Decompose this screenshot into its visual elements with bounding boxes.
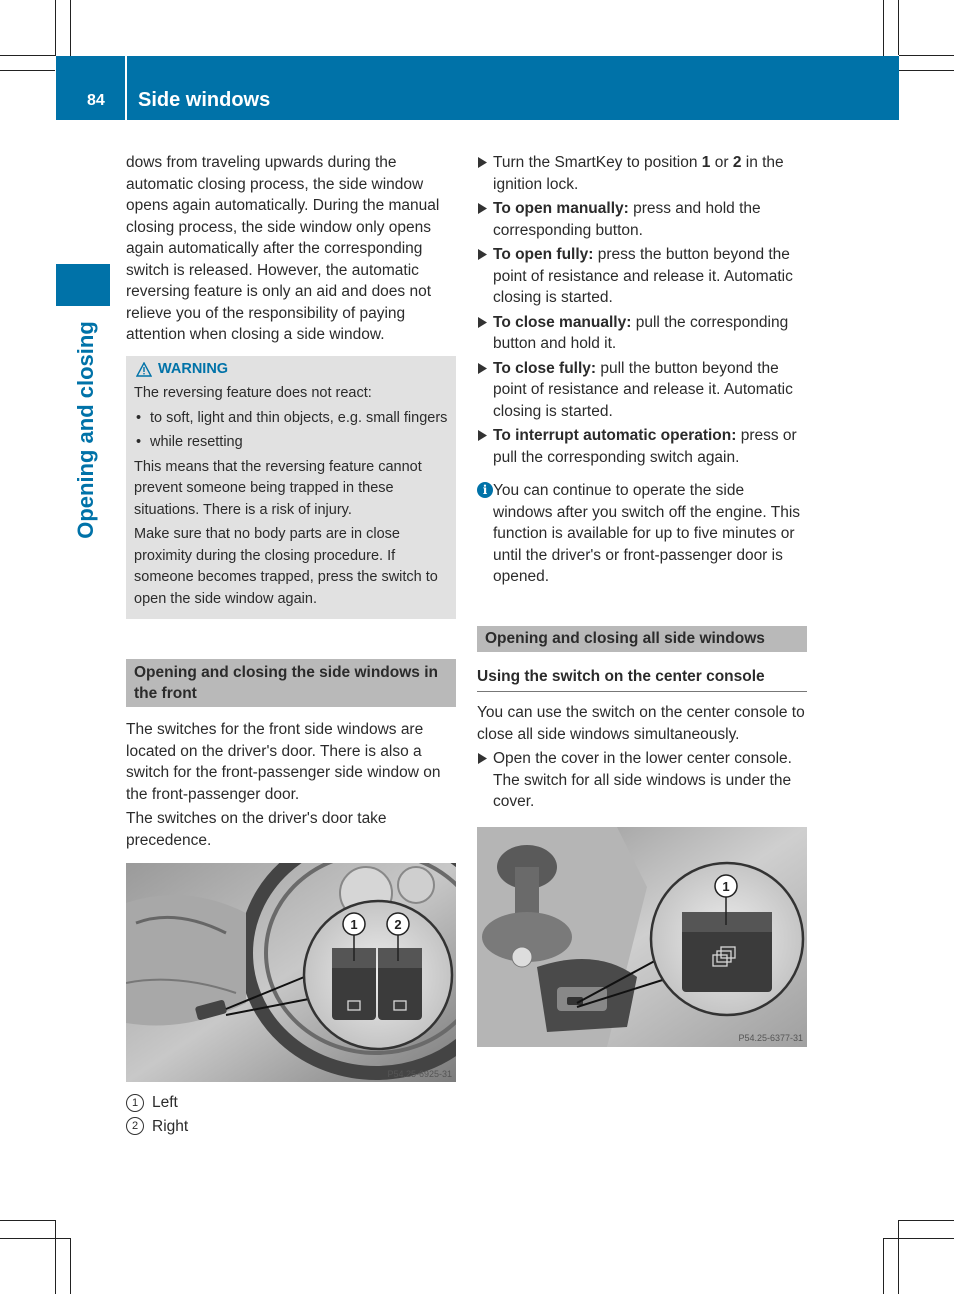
instruction-step: [477, 312, 807, 355]
instruction-step: [477, 358, 807, 423]
chapter-label: Opening and closing: [73, 321, 98, 539]
step-bold: To open fully:: [493, 246, 594, 263]
figure-center-console: [477, 827, 807, 1047]
crop-mark: [899, 1220, 954, 1221]
step-arrow-icon: [478, 249, 487, 260]
step-bold: To close fully:: [493, 359, 597, 377]
step-text: press or pull the corresponding switch again.: [493, 427, 797, 466]
callout-2: 2: [394, 917, 402, 932]
step-text: or: [710, 154, 733, 171]
warning-paragraph: Make sure that no body parts are in close proximity during the closing procedure. If someone becomes trapped, press the switch to open the side window again.: [134, 526, 438, 607]
warning-title: WARNING: [158, 360, 229, 377]
crop-mark: [899, 70, 954, 71]
step-arrow-icon: [478, 363, 487, 374]
section-heading-front: Opening and closing the side windows in the front: [126, 659, 456, 707]
instruction-step: [477, 244, 807, 309]
intro-paragraph: dows from traveling upwards during the automatic closing process, the side window opens again automatically. During the manual closing process, the side window only opens again automatically after the corresponding switch is released. However, the automatic reversing feature is only an aid and does not relieve you of the responsibility of paying attention when closing a side window.: [126, 154, 440, 343]
figure-door-switches: [126, 863, 456, 1082]
callout-1: 1: [722, 878, 730, 894]
step-bold: To interrupt automatic operation:: [493, 427, 737, 444]
crop-mark: [898, 0, 899, 55]
step-bold: To open manually:: [493, 200, 629, 217]
step-bold: 1: [701, 154, 711, 171]
warning-paragraph: This means that the reversing feature cannot prevent someone being trapped in these situations. There is a risk of injury.: [134, 458, 422, 518]
crop-mark: [899, 55, 954, 56]
header-divider: [125, 56, 127, 120]
callout-1: 1: [350, 917, 358, 932]
step-text: pull the button beyond the point of resistance and release it. Automatic closing is started.: [493, 359, 793, 420]
crop-mark: [883, 0, 884, 56]
paragraph: The switches for the front side windows are located on the driver's door. There is also a switch for the front-passenger side window on the front-passenger door.: [126, 721, 441, 803]
warning-triangle-icon: [136, 362, 152, 377]
crop-mark: [70, 1238, 71, 1294]
left-column: [126, 152, 456, 1139]
right-column: [477, 152, 807, 1057]
step-arrow-icon: [478, 753, 487, 764]
warning-header: [134, 359, 448, 381]
crop-mark: [0, 1220, 55, 1221]
step-text: pull the corresponding button and hold it.: [493, 313, 789, 352]
figure-code: P54.25-6377-31: [738, 1032, 803, 1043]
step-text: press the button beyond the point of resistance and release it. Automatic closing is started.: [493, 246, 793, 306]
crop-mark: [0, 55, 56, 56]
warning-lead: The reversing feature does not react:: [134, 385, 372, 401]
warning-box: [126, 356, 456, 620]
door-switch-illustration: [126, 863, 456, 1082]
step-text: Turn the SmartKey to position: [493, 154, 702, 171]
step-text: in the ignition lock.: [493, 154, 784, 193]
legend-label: Right: [152, 1117, 189, 1135]
center-console-illustration: [477, 827, 807, 1047]
paragraph: The switches on the driver's door take precedence.: [126, 810, 387, 849]
warning-bullet: • to soft, light and thin objects, e.g. small fingers: [134, 408, 448, 430]
info-icon: i: [477, 482, 493, 498]
crop-mark: [70, 0, 71, 56]
section-title: Side windows: [138, 89, 271, 111]
legend-label: Left: [152, 1094, 178, 1111]
warning-bullet: • while resetting: [134, 432, 448, 454]
legend-item: [126, 1092, 456, 1114]
legend-number: 1: [126, 1094, 144, 1112]
paragraph: You can use the switch on the center console to close all side windows simultaneously.: [477, 704, 805, 743]
legend-number: 2: [126, 1117, 144, 1135]
subheading-center-console: Using the switch on the center console: [477, 666, 807, 693]
crop-mark: [0, 1238, 70, 1239]
info-text: You can continue to operate the side windows after you switch off the engine. This function is available for up to five minutes or until the driver's or front-passenger door is opened.: [493, 482, 801, 585]
figure-code: P54.25-6925-31: [387, 1069, 452, 1079]
step-arrow-icon: [478, 317, 487, 328]
info-note: [477, 480, 807, 588]
instruction-step: [477, 748, 807, 813]
page-number: 84: [87, 92, 105, 109]
crop-mark: [883, 1238, 884, 1294]
step-arrow-icon: [478, 430, 487, 441]
crop-mark: [0, 70, 55, 71]
step-text: Open the cover in the lower center console. The switch for all side windows is under the cover.: [493, 750, 792, 810]
chapter-tab: [56, 264, 110, 306]
section-heading-all: Opening and closing all side windows: [477, 626, 807, 652]
crop-mark: [55, 1220, 56, 1294]
crop-mark: [898, 1220, 899, 1294]
step-arrow-icon: [478, 203, 487, 214]
instruction-step: [477, 425, 807, 468]
step-bold: To close manually:: [493, 313, 632, 331]
step-bold: 2: [732, 154, 742, 171]
instruction-step: [477, 198, 807, 241]
legend-item: [126, 1116, 456, 1138]
crop-mark: [884, 1238, 954, 1239]
instruction-step: [477, 152, 807, 195]
crop-mark: [55, 0, 56, 55]
step-text: press and hold the corresponding button.: [493, 200, 761, 239]
step-arrow-icon: [478, 157, 487, 168]
